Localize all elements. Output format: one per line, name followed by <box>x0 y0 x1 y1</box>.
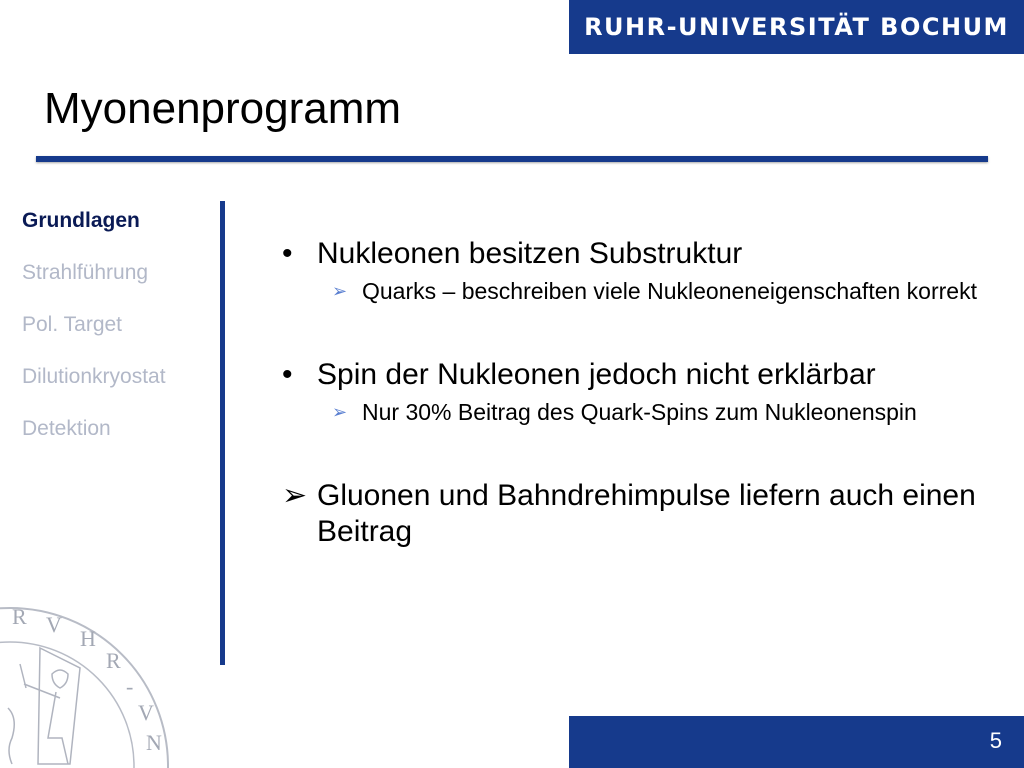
svg-text:V: V <box>138 700 154 725</box>
sub-point <box>332 397 982 428</box>
sub-point <box>332 276 982 307</box>
title-underline-rule <box>36 156 988 162</box>
footer-bar <box>569 716 1024 768</box>
nav-item-detektion[interactable]: Detektion <box>22 417 111 440</box>
svg-text:R: R <box>106 648 121 673</box>
bullet-point <box>282 357 982 393</box>
university-seal-icon <box>0 588 180 768</box>
svg-text:N: N <box>146 730 162 755</box>
sub-point-text: Quarks – beschreiben viele Nukleoneneigenschaften korrekt <box>362 278 977 304</box>
svg-text:R: R <box>12 604 27 629</box>
bullet-text: Nukleonen besitzen Substruktur <box>317 237 743 270</box>
bullet-text: Gluonen und Bahndrehimpulse liefern auch einen Beitrag <box>317 479 976 548</box>
nav-item-strahlfuehrung[interactable]: Strahlführung <box>22 261 149 284</box>
arrow-bullet-icon: ➢ <box>332 281 348 301</box>
arrow-marker-icon: ➢ <box>282 479 308 512</box>
nav-item-pol-target[interactable]: Pol. Target <box>22 313 123 336</box>
arrow-bullet-icon: ➢ <box>332 402 348 422</box>
bullet-text: Spin der Nukleonen jedoch nicht erklärbar <box>317 358 876 391</box>
slide-title: Myonenprogramm <box>44 84 402 133</box>
svg-text:-: - <box>126 674 134 699</box>
bullet-point <box>282 236 982 272</box>
bullet-point <box>282 478 982 550</box>
slide-content <box>282 236 982 550</box>
bullet-marker-icon: • <box>282 358 293 391</box>
section-nav <box>22 206 212 466</box>
university-logo-text: RUHR-UNIVERSITÄT BOCHUM <box>584 13 1009 41</box>
university-logo-banner <box>569 0 1024 54</box>
sidebar-divider <box>220 201 225 665</box>
sub-point-text: Nur 30% Beitrag des Quark-Spins zum Nukleonenspin <box>362 399 917 425</box>
svg-text:V: V <box>46 612 62 637</box>
page-number: 5 <box>989 728 1002 753</box>
svg-text:H: H <box>80 626 96 651</box>
bullet-marker-icon: • <box>282 237 293 270</box>
nav-item-dilutionkryostat[interactable]: Dilutionkryostat <box>22 365 166 388</box>
nav-item-grundlagen[interactable]: Grundlagen <box>22 209 140 232</box>
